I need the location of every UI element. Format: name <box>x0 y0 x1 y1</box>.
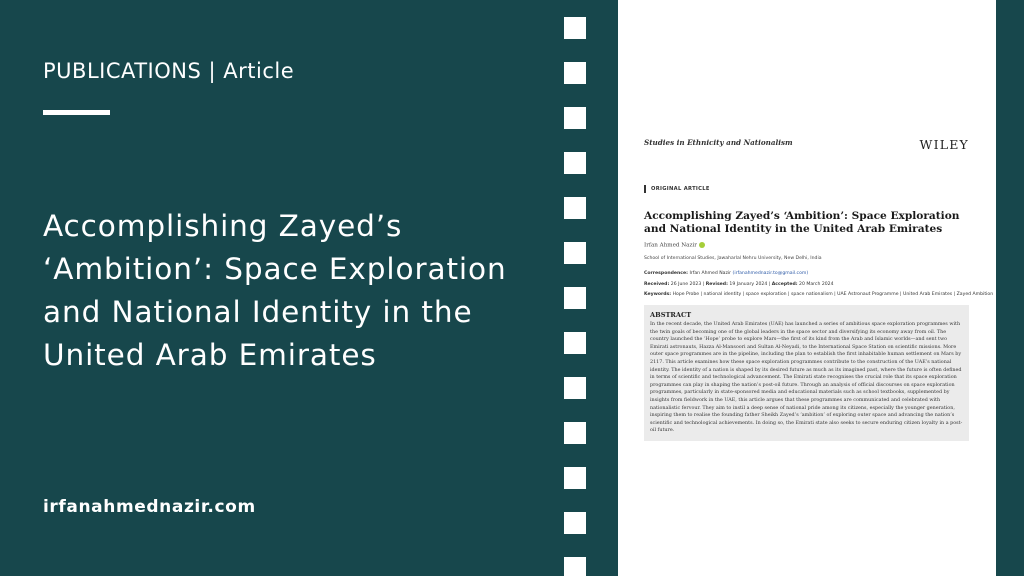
article-type: ORIGINAL ARTICLE <box>644 185 710 193</box>
divider <box>43 110 110 115</box>
film-square <box>564 242 586 264</box>
author <box>644 242 705 249</box>
abstract-box <box>644 305 969 441</box>
article-title: Accomplishing Zayed’s ‘Ambition’: Space Exploration and National Identity in the United Arab Emirates <box>43 209 507 372</box>
film-square <box>564 467 586 489</box>
keywords-label: Keywords: <box>644 292 672 297</box>
film-square <box>564 422 586 444</box>
website-link[interactable]: irfanahmednazir.com <box>43 497 256 517</box>
keywords <box>644 292 993 297</box>
film-square <box>564 62 586 84</box>
film-square <box>564 332 586 354</box>
correspondence-label: Correspondence: <box>644 271 688 276</box>
film-square <box>564 512 586 534</box>
keywords-list: Hope Probe | national identity | space exploration | space nationalism | UAE Astronaut Programme | United Arab Emirates | Zayed Ambition <box>672 292 994 297</box>
paper-preview <box>618 0 996 576</box>
received-label: Received: <box>644 282 670 287</box>
correspondence-email[interactable]: (irfanahmednazir.to@gmail.com) <box>732 271 809 276</box>
author-name: Irfan Ahmed Nazir <box>644 242 697 249</box>
revised-label: Revised: <box>705 282 728 287</box>
paper-title: Accomplishing Zayed’s ‘Ambition’: Space Exploration and National Identity in the United Arab Emirates <box>644 210 960 235</box>
affiliation: School of International Studies, Jawaharlal Nehru University, New Delhi, India <box>644 256 822 261</box>
correspondence-name: Irfan Ahmed Nazir <box>689 271 732 276</box>
revised-date: 19 January 2024 <box>729 282 768 287</box>
journal-name: Studies in Ethnicity and Nationalism <box>644 138 793 147</box>
correspondence <box>644 271 808 276</box>
film-square <box>564 197 586 219</box>
film-square <box>564 377 586 399</box>
film-square <box>564 17 586 39</box>
film-square <box>564 107 586 129</box>
accepted-label: Accepted: <box>771 282 798 287</box>
film-square <box>564 287 586 309</box>
film-square <box>564 557 586 576</box>
dates: Received: 26 June 2023 | Revised: 19 January 2024 | Accepted: 20 March 2024 <box>644 282 834 287</box>
orcid-icon[interactable] <box>699 242 705 248</box>
film-strip-decoration <box>564 0 588 576</box>
publisher-logo: WILEY <box>919 137 969 152</box>
abstract-heading: ABSTRACT <box>650 311 692 319</box>
section-label: PUBLICATIONS | Article <box>43 59 295 83</box>
film-square <box>564 152 586 174</box>
received-date: 26 June 2023 <box>670 282 702 287</box>
abstract-text: In the recent decade, the United Arab Emirates (UAE) has launched a series of ambitious space exploration programmes with the twin goals of becoming one of the global leaders in the space sector and diversifying its economy away from oil. The country launched the ‘Hope’ probe to explore Mars—the first of its kind from the Arab and Islamic worlds—and sent two Emirati astronauts, Hazza Al-Mansoori and Sultan Al-Neyadi, to the International Space Station on scientific missions. More outer space programmes are in the pipeline, including the plan to establish the first inhabitable human settlement on Mars by 2117. This article examines how these space exploration programmes contribute to the construction of the UAE’s national identity. The identity of a nation is shaped by its desired future as much as its imagined past, where the future is often defined in terms of scientific and technological advancement. The Emirati state recognises the crucial role that its space exploration programmes can play in shaping the nation’s post-oil future. Through an analysis of official discourses on space exploration programmes, particularly in state-sponsored media and educational materials such as school textbooks, supplemented by insights from fieldwork in the UAE, this article argues that these programmes are communicated and celebrated with nationalistic fervour. They aim to instil a deep sense of national pride among its citizens, especially the younger generation, inspiring them to realise the founding father Sheikh Zayed’s ‘ambition’ of exploring outer space and advancing the nation’s scientific and technological achievements. In doing so, the Emirati state also seeks to secure enduring citizen loyalty in a post-oil future. <box>650 321 963 434</box>
accepted-date: 20 March 2024 <box>799 282 834 287</box>
